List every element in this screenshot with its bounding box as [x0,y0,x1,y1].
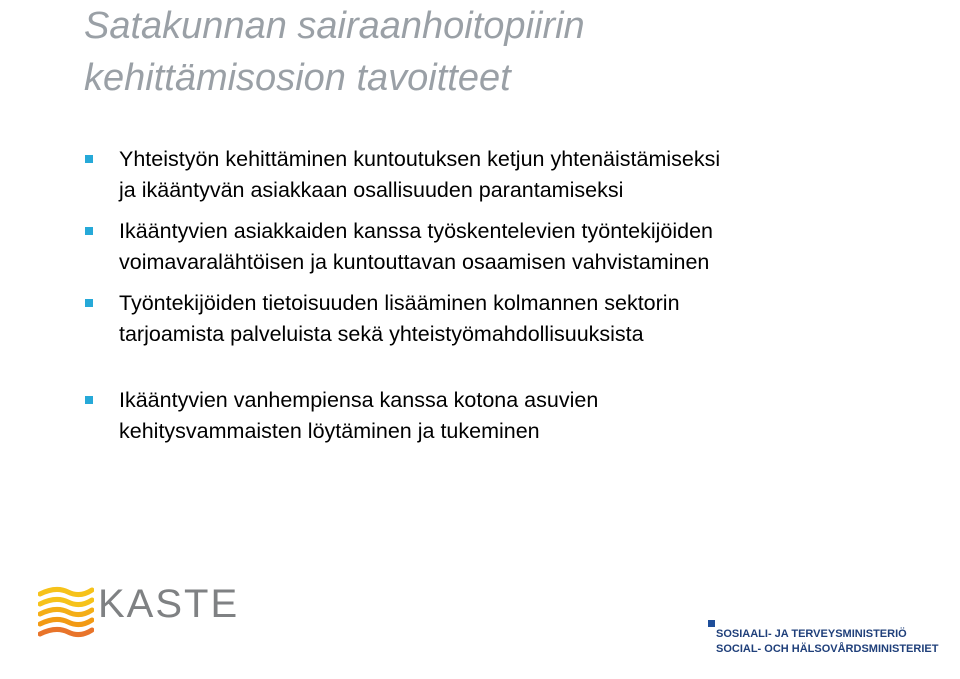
goal-item-line: Ikääntyvien vanhempiensa kanssa kotona asuvien [119,388,599,412]
ministry-name-swedish: SOCIAL- OCH HÄLSOVÅRDSMINISTERIET [716,643,939,655]
ministry-name-finnish: SOSIAALI- JA TERVEYSMINISTERIÖ [716,628,907,640]
goal-item-line: Työntekijöiden tietoisuuden lisääminen kolmannen sektorin [119,291,680,315]
slide-title [84,0,924,104]
kaste-sun-waves-icon [38,580,94,640]
goal-item-line: Ikääntyvien asiakkaiden kanssa työskentelevien työntekijöiden [119,219,714,243]
ministry-square-icon [708,620,715,627]
kaste-wordmark: KASTE [98,582,240,626]
goal-item-line: tarjoamista palveluista sekä yhteistyömahdollisuuksista [119,322,644,346]
goal-item-line: Yhteistyön kehittäminen kuntoutuksen ketjun yhtenäistämiseksi [119,147,721,171]
square-bullet-icon [85,396,93,404]
slide-title-line-2: kehittämisosion tavoitteet [84,57,511,99]
goal-item [84,144,924,206]
goal-item-line: voimavaralähtöisen ja kuntouttavan osaamisen vahvistaminen [119,250,710,274]
slide-title-line-1: Satakunnan sairaanhoitopiirin [84,5,585,47]
goal-list [84,144,924,447]
goal-item-line: kehitysvammaisten löytäminen ja tukeminen [119,419,540,443]
ministry-logo [708,620,938,660]
kaste-logo [38,580,240,640]
goal-item [84,385,924,447]
goal-item-line: ja ikääntyvän asiakkaan osallisuuden parantamiseksi [119,178,624,202]
square-bullet-icon [85,227,93,235]
square-bullet-icon [85,155,93,163]
square-bullet-icon [85,299,93,307]
goal-item [84,288,924,350]
goal-item [84,216,924,278]
